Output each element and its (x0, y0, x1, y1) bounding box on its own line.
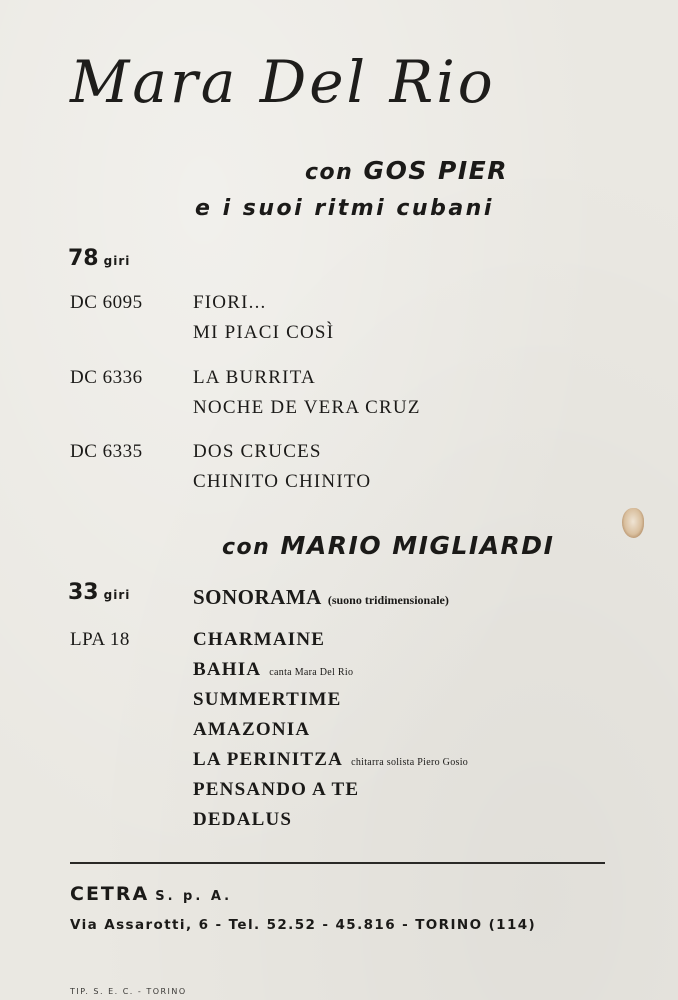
speed-unit: giri (103, 588, 131, 602)
paper-stain (622, 508, 644, 538)
speed-78-heading (68, 246, 130, 271)
track-title: BAHIA (193, 659, 262, 680)
speed-value: 78 (68, 246, 99, 271)
track-title: SUMMERTIME (193, 689, 342, 710)
orchestra-credit-1 (305, 156, 508, 185)
album-title (193, 585, 449, 610)
footer-divider (70, 862, 605, 864)
track-item (193, 749, 468, 771)
orchestra-name: MARIO MIGLIARDI (280, 531, 555, 560)
orchestra-name: GOS PIER (363, 156, 508, 185)
song-title: LA BURRITA (193, 367, 316, 388)
company-address: Via Assarotti, 6 - Tel. 52.52 - 45.816 - TORINO (114) (70, 917, 537, 933)
track-item (193, 659, 353, 681)
song-title: FIORI... (193, 292, 267, 313)
orchestra-subtitle: e i suoi ritmi cubani (195, 196, 494, 221)
track-title: CHARMAINE (193, 629, 326, 650)
track-title: DEDALUS (193, 809, 293, 830)
song-title: MI PIACI COSÌ (193, 322, 335, 343)
artist-title: Mara Del Rio (70, 48, 496, 116)
company-label: CETRA (70, 883, 150, 905)
track-title: AMAZONIA (193, 719, 311, 740)
song-title: DOS CRUCES (193, 441, 322, 462)
song-title: CHINITO CHINITO (193, 471, 372, 492)
song-title: NOCHE DE VERA CRUZ (193, 397, 421, 418)
track-title: LA PERINITZA (193, 749, 344, 770)
speed-unit: giri (103, 254, 131, 268)
orchestra-credit-2 (222, 531, 554, 560)
speed-value: 33 (68, 580, 99, 605)
speed-33-heading (68, 580, 130, 605)
con-label: con (222, 535, 271, 560)
catalog-number: DC 6336 (70, 367, 143, 388)
track-note: chitarra solista Piero Gosio (351, 757, 469, 768)
track-title: PENSANDO A TE (193, 779, 360, 800)
track-note: canta Mara Del Rio (269, 667, 354, 678)
album-subtitle: (suono tridimensionale) (327, 593, 449, 607)
catalog-number: DC 6335 (70, 441, 143, 462)
album-name: SONORAMA (193, 585, 322, 609)
catalog-number: LPA 18 (70, 629, 130, 650)
catalog-number: DC 6095 (70, 292, 143, 313)
con-label: con (305, 160, 354, 185)
printer-imprint: TIP. S. E. C. - TORINO (70, 987, 187, 996)
company-suffix: S. p. A. (155, 889, 233, 904)
company-name (70, 883, 232, 905)
